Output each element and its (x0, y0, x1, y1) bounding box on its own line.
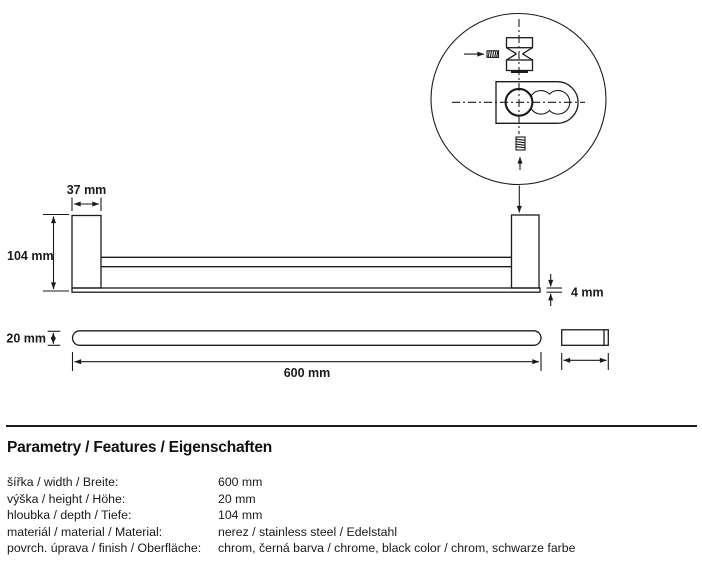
spec-label: materiál / material / Material: (7, 524, 163, 539)
dim-base-thickness (547, 274, 604, 306)
detail-circle (431, 14, 606, 185)
bar-outline (73, 331, 542, 346)
right-bracket (512, 215, 540, 288)
dim-depth (7, 215, 69, 292)
spec-value: 104 mm (218, 508, 263, 522)
dim-37mm-label: 37 mm (66, 183, 107, 197)
wall-plate-outline (562, 330, 609, 346)
spec-row-height (7, 491, 575, 508)
section-divider (6, 425, 697, 427)
dim-bracket-width (67, 183, 107, 211)
dim-104mm-label: 104 mm (7, 249, 54, 263)
screw-icon-horizontal (487, 51, 499, 58)
dim-4mm-label: 4 mm (571, 285, 604, 300)
dim-600mm-label: 600 mm (283, 366, 331, 380)
left-bracket (72, 216, 101, 289)
spec-value: chrom, černá barva / chrome, black color / chrom, schwarze farbe (218, 541, 576, 555)
spec-value: 20 mm (218, 491, 256, 506)
spec-label: povrch. úprava / finish / Oberfläche: (7, 541, 202, 555)
specs-title: Parametry / Features / Eigenschaften (7, 439, 273, 456)
dim-bar-height (6, 331, 60, 345)
screw-icon-vertical (516, 137, 525, 150)
spec-label: hloubka / depth / Tiefe: (7, 508, 132, 522)
specs-table (7, 474, 575, 557)
spec-row-depth (7, 507, 575, 524)
base-plate (72, 288, 540, 292)
spec-row-finish (7, 540, 575, 557)
dim-20mm-label: 20 mm (6, 331, 46, 346)
spec-label: výška / height / Höhe: (7, 491, 126, 506)
spec-row-material (7, 524, 575, 541)
spec-row-width (7, 474, 575, 491)
spec-value: nerez / stainless steel / Edelstahl (218, 524, 398, 539)
spec-label: šířka / width / Breite: (7, 475, 119, 489)
spec-value: 600 mm (218, 475, 263, 489)
top-view (73, 330, 609, 346)
dim-width (73, 352, 542, 380)
dim-wall-plate (562, 353, 609, 370)
side-view (72, 215, 540, 292)
